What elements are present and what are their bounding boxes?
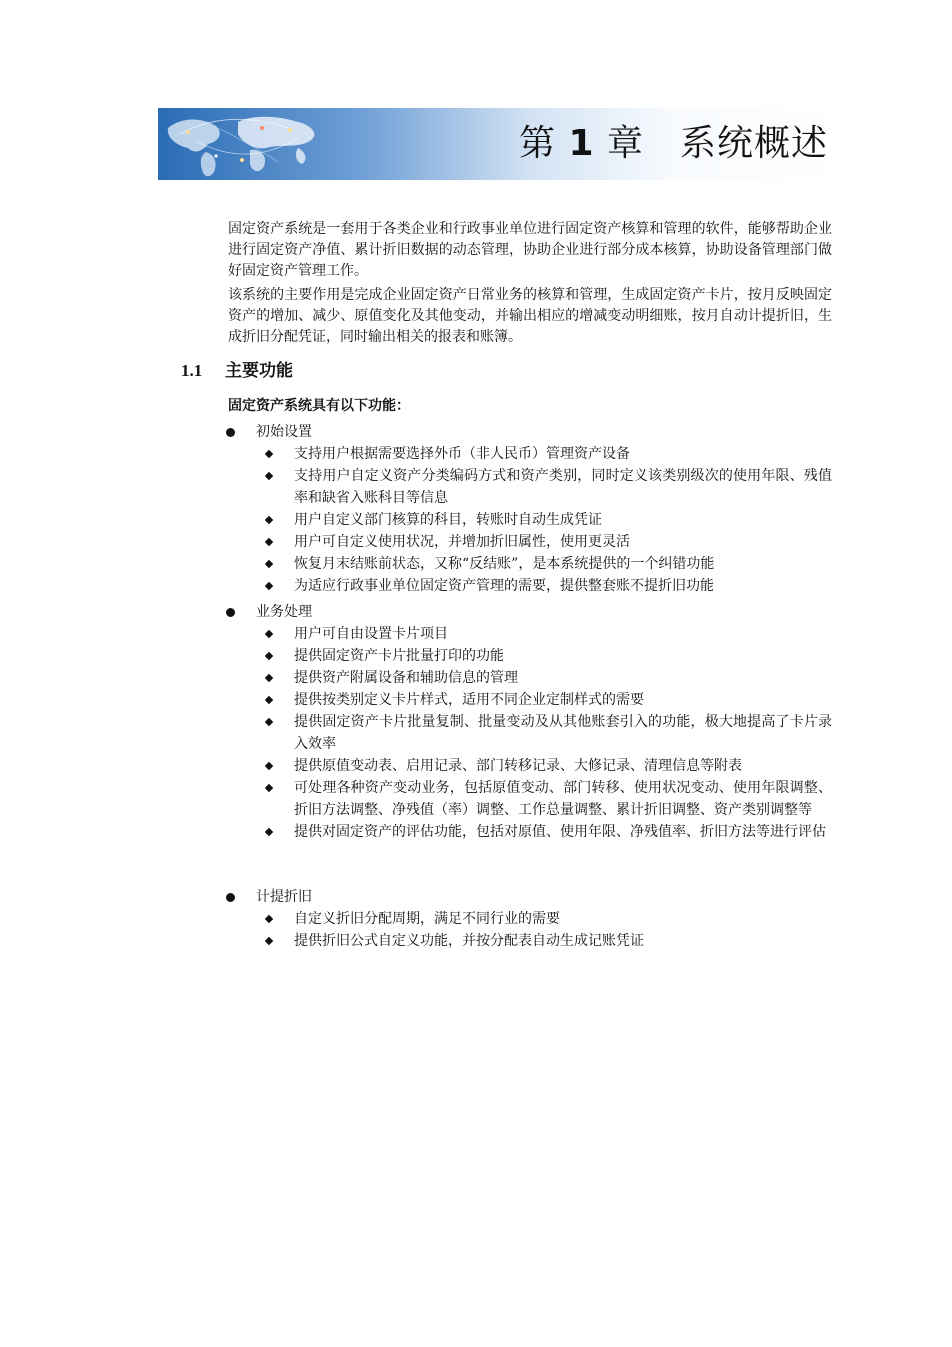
- feature-item: 可处理各种资产变动业务，包括原值变动、部门转移、使用状况变动、使用年限调整、折旧方法调整、净残值（率）调整、工作总量调整、累计折旧调整、资产类别调整等: [226, 777, 832, 821]
- diamond-bullet-icon: [265, 630, 273, 638]
- feature-group: [226, 601, 832, 843]
- chapter-banner: [158, 108, 838, 180]
- feature-group: [226, 421, 832, 597]
- feature-group: [226, 886, 832, 952]
- chapter-title: 系统概述: [679, 123, 828, 164]
- chapter-suffix: 章: [606, 123, 644, 164]
- feature-item: 提供对固定资产的评估功能，包括对原值、使用年限、净残值率、折旧方法等进行评估: [226, 821, 832, 843]
- feature-item: 支持用户根据需要选择外币（非人民币）管理资产设备: [226, 443, 832, 465]
- chapter-prefix: 第: [518, 123, 556, 164]
- diamond-bullet-icon: [265, 516, 273, 524]
- feature-bullet: [226, 601, 832, 623]
- diamond-bullet-icon: [265, 674, 273, 682]
- section-title: 主要功能: [225, 361, 293, 381]
- diamond-bullet-icon: [265, 915, 273, 923]
- diamond-bullet-icon: [265, 652, 273, 660]
- feature-label: 业务处理: [256, 604, 312, 620]
- feature-item: 提供原值变动表、启用记录、部门转移记录、大修记录、清理信息等附表: [226, 755, 832, 777]
- diamond-bullet-icon: [265, 784, 273, 792]
- feature-bullet: [226, 421, 832, 443]
- diamond-bullet-icon: [265, 696, 273, 704]
- section-heading: [181, 358, 293, 384]
- diamond-bullet-icon: [265, 538, 273, 546]
- feature-item: 用户可自由设置卡片项目: [226, 623, 832, 645]
- intro-paragraph-2: 该系统的主要作用是完成企业固定资产日常业务的核算和管理，生成固定资产卡片，按月反映固定资产的增加、减少、原值变化及其他变动，并输出相应的增减变动明细账，按月自动计提折旧，生成折旧分配凭证，同时输出相关的报表和账簿。: [228, 287, 832, 345]
- bullet-dot-icon: [226, 428, 235, 437]
- feature-item: 用户可自定义使用状况，并增加折旧属性，使用更灵活: [226, 531, 832, 553]
- feature-item: 自定义折旧分配周期，满足不同行业的需要: [226, 908, 832, 930]
- diamond-bullet-icon: [265, 450, 273, 458]
- diamond-bullet-icon: [265, 937, 273, 945]
- diamond-bullet-icon: [265, 472, 273, 480]
- feature-item: 提供资产附属设备和辅助信息的管理: [226, 667, 832, 689]
- feature-item: 用户自定义部门核算的科目，转账时自动生成凭证: [226, 509, 832, 531]
- bullet-dot-icon: [226, 893, 235, 902]
- diamond-bullet-icon: [265, 718, 273, 726]
- feature-item: 提供固定资产卡片批量打印的功能: [226, 645, 832, 667]
- diamond-bullet-icon: [265, 582, 273, 590]
- feature-item: 为适应行政事业单位固定资产管理的需要，提供整套账不提折旧功能: [226, 575, 832, 597]
- bullet-dot-icon: [226, 608, 235, 617]
- feature-item: 支持用户自定义资产分类编码方式和资产类别，同时定义该类别级次的使用年限、残值率和缺省入账科目等信息: [226, 465, 832, 509]
- feature-item: 提供固定资产卡片批量复制、批量变动及从其他账套引入的功能，极大地提高了卡片录入效率: [226, 711, 832, 755]
- section-lead: 固定资产系统具有以下功能：: [228, 398, 410, 414]
- section-number: 1.1: [181, 361, 203, 380]
- feature-item: 提供按类别定义卡片样式，适用不同企业定制样式的需要: [226, 689, 832, 711]
- diamond-bullet-icon: [265, 560, 273, 568]
- feature-label: 计提折旧: [256, 889, 312, 905]
- feature-bullet: [226, 886, 832, 908]
- feature-item: 提供折旧公式自定义功能，并按分配表自动生成记账凭证: [226, 930, 832, 952]
- intro-paragraph-1: 固定资产系统是一套用于各类企业和行政事业单位进行固定资产核算和管理的软件，能够帮助企业进行固定资产净值、累计折旧数据的动态管理，协助企业进行部分成本核算，协助设备管理部门做好固定资产管理工作。: [228, 221, 832, 279]
- diamond-bullet-icon: [265, 762, 273, 770]
- chapter-heading: [519, 118, 828, 170]
- chapter-number: 1: [568, 123, 595, 164]
- feature-item: 恢复月末结账前状态，又称“反结账”，是本系统提供的一个纠错功能: [226, 553, 832, 575]
- feature-label: 初始设置: [256, 424, 312, 440]
- diamond-bullet-icon: [265, 828, 273, 836]
